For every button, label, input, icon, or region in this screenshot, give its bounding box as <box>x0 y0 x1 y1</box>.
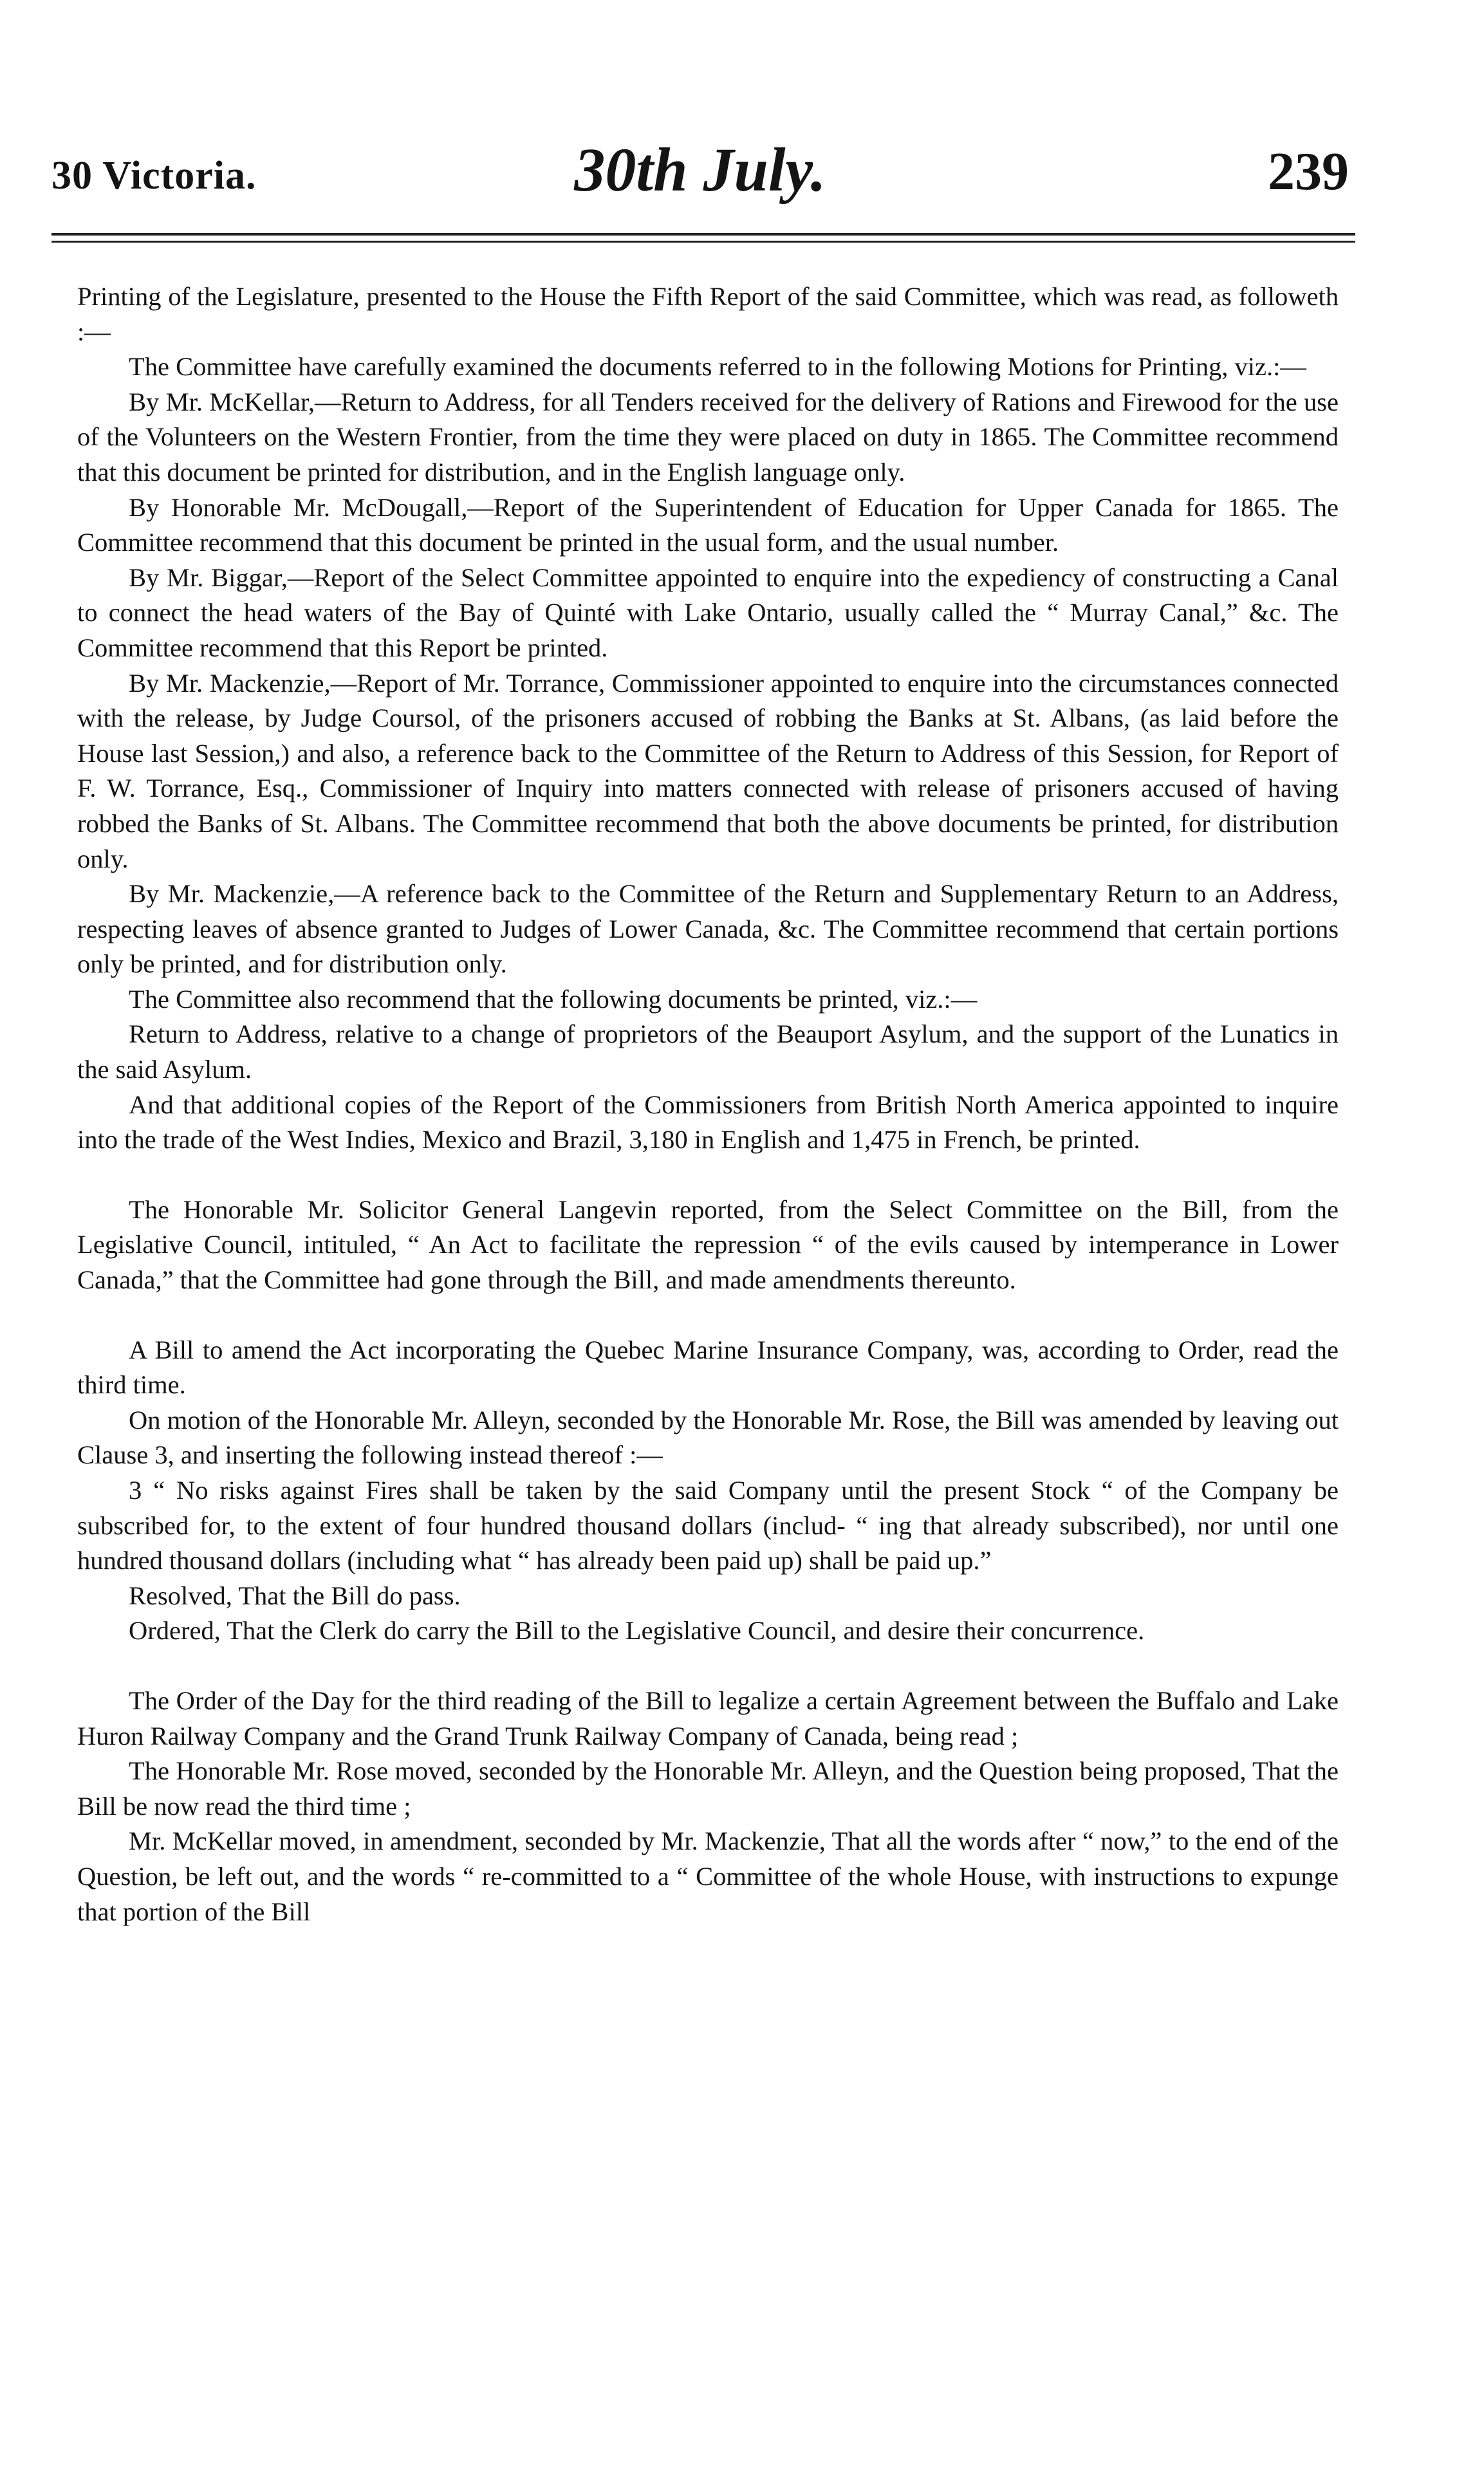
paragraph: Resolved, That the Bill do pass. <box>129 1581 461 1610</box>
paragraph: The Order of the Day for the third reading of the Bill to legalize a certain Agreement between the Buffalo and Lake Huron Railway Company and the Grand Trunk Railway Company of Canada, being read ; <box>77 1685 1339 1750</box>
paragraph: A Bill to amend the Act incorporating the Quebec Marine Insurance Company, was, according to Order, read the third time. <box>77 1335 1339 1400</box>
paragraph: The Committee also recommend that the following documents be printed, viz.:— <box>129 984 978 1014</box>
session-label: 30 Victoria. <box>51 154 257 198</box>
header-rule-top <box>51 233 1355 236</box>
paragraph: Ordered, That the Clerk do carry the Bill to the Legislative Council, and desire their concurrence. <box>129 1616 1145 1646</box>
paragraph: On motion of the Honorable Mr. Alleyn, seconded by the Honorable Mr. Rose, the Bill was amended by leaving out Clause 3, and inserting the following instead thereof :— <box>77 1405 1339 1470</box>
paragraph: The Honorable Mr. Rose moved, seconded by the Honorable Mr. Alleyn, and the Question being proposed, That the Bill be now read the third time ; <box>77 1756 1339 1821</box>
paragraph: And that additional copies of the Report of the Commissioners from British North America appointed to inquire into the trade of the West Indies, Mexico and Brazil, 3,180 in English and 1,475 in French, be printed. <box>77 1090 1339 1155</box>
paragraph: By Mr. Mackenzie,—Report of Mr. Torrance, Commissioner appointed to enquire into the circumstances connected with the release, by Judge Coursol, of the prisoners accused of robbing the Banks at St. Albans, (as laid before the House last Session,) and also, a reference back to the Committee of the Return to Address of this Session, for Report of F. W. Torrance, Esq., Commissioner of Inquiry into matters connected with release of prisoners accused of having robbed the Banks of St. Albans. The Committee recommend that both the above documents be printed, for distribution only. <box>77 668 1339 873</box>
header-rule-bottom <box>51 241 1355 243</box>
paragraph: 3 “ No risks against Fires shall be taken by the said Company until the present Stock “ of the Company be subscribed for, to the extent of four hundred thousand dollars (includ- “ ing that already subscribed), nor until one hundred thousand dollars (including what “ has already been paid up) shall be paid up.” <box>77 1476 1339 1575</box>
paragraph: The Honorable Mr. Solicitor General Langevin reported, from the Select Committee on the Bill, from the Legislative Council, intituled, “ An Act to facilitate the repression “ of the evils caused by intemperance in Lower Canada,” that the Committee had gone through the Bill, and made amendments thereunto. <box>77 1194 1339 1295</box>
paragraph: Mr. McKellar moved, in amendment, seconded by Mr. Mackenzie, That all the words after “ now,” to the end of the Question, be left out, and the words “ re-committed to a “ Committee of the whole House, with instructions to expunge that portion of the Bill <box>77 1826 1339 1926</box>
paragraph: The Committee have carefully examined the documents referred to in the following Motions for Printing, viz.:— <box>129 352 1306 382</box>
paragraph: By Honorable Mr. McDougall,—Report of the Superintendent of Education for Upper Canada for 1865. The Committee recommend that this document be printed in the usual form, and the usual number. <box>77 492 1339 557</box>
page-header <box>51 129 1349 212</box>
paragraph: By Mr. Mackenzie,—A reference back to the Committee of the Return and Supplementary Return to an Address, respecting leaves of absence granted to Judges of Lower Canada, &c. The Committee recommend that certain portions only be printed, and for distribution only. <box>77 879 1339 979</box>
paragraph: Printing of the Legislature, presented to the House the Fifth Report of the said Committee, which was read, as followeth :— <box>77 282 1339 346</box>
paragraph: By Mr. McKellar,—Return to Address, for all Tenders received for the delivery of Rations and Firewood for the use of the Volunteers on the Western Frontier, from the time they were placed on duty in 1865. The Committee recommend that this document be printed for distribution, and in the English language only. <box>77 387 1339 487</box>
page-number: 239 <box>1268 142 1349 201</box>
paragraph: Return to Address, relative to a change of proprietors of the Beauport Asylum, and the support of the Lunatics in the said Asylum. <box>77 1019 1339 1084</box>
journal-text <box>77 279 1339 1929</box>
date-heading: 30th July. <box>574 135 826 204</box>
paragraph: By Mr. Biggar,—Report of the Select Committee appointed to enquire into the expediency of constructing a Canal to connect the head waters of the Bay of Quinté with Lake Ontario, usually called the “ Murray Canal,” &c. The Committee recommend that this Report be printed. <box>77 562 1339 662</box>
